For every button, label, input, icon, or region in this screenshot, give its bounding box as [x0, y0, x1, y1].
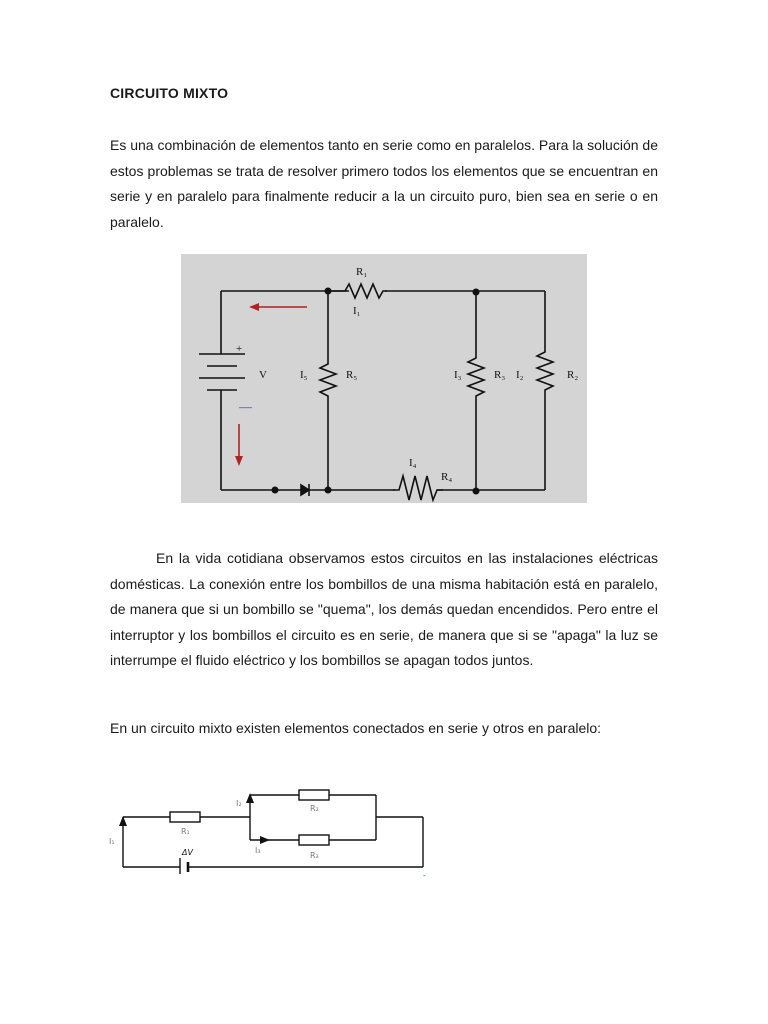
label-r1: R₁: [356, 266, 368, 278]
mixed-circuit-diagram: [181, 254, 587, 503]
resistor-r2-box: [299, 790, 329, 800]
label-plus: +: [236, 343, 243, 355]
label-v: V: [259, 369, 267, 381]
junction-dot-bottom-wire: [272, 487, 279, 494]
label-minus: —: [239, 399, 252, 414]
label-r1: R₁: [181, 827, 190, 836]
intro-paragraph: Es una combinación de elementos tanto en serie como en paralelos. Para la solución de estos problemas se trata de resolver primero todos los elementos que se encuentran en serie y en paralelo para finalmente reducir a la un circuito puro, bien sea en serie o en paralelo.: [110, 137, 658, 230]
junction-dot-top-right: [473, 289, 480, 296]
label-i1: I₁: [353, 305, 361, 317]
trailing-mark: -: [423, 871, 426, 880]
everyday-paragraph: En la vida cotidiana observamos estos circuitos en las instalaciones eléctricas domésticas. La conexión entre los bombillos de una misma habitación está en paralelo, de manera que si un bombillo se "quema", los demás quedan encendidos. Pero entre el interruptor y los bombillos el circuito es en serie, de manera que si se "apaga" la luz se interrumpe el fluido eléctrico y los bombillos se apagan todos juntos.: [110, 550, 658, 668]
junction-dot-top-left: [325, 288, 332, 295]
label-r2: R₂: [567, 369, 579, 381]
label-i3: I₃: [255, 846, 261, 855]
label-r5: R₅: [346, 369, 358, 381]
label-i3: I₃: [454, 369, 462, 381]
label-i1: I₁: [109, 837, 115, 846]
resistor-r3-box: [299, 835, 329, 845]
page-title: CIRCUITO MIXTO: [110, 85, 229, 101]
label-r3: R₃: [310, 851, 319, 860]
label-i4: I₄: [409, 457, 417, 469]
junction-dot-bottom-right: [473, 488, 480, 495]
label-r3: R₃: [494, 369, 506, 381]
label-delta-v: ΔV: [182, 848, 193, 857]
label-r4: R₄: [441, 471, 453, 483]
label-i2: I₂: [236, 799, 242, 808]
junction-dot-bottom-left: [325, 487, 332, 494]
label-r2: R₂: [310, 804, 319, 813]
simple-mixed-circuit-diagram: [100, 778, 440, 880]
label-i5: I₅: [300, 369, 308, 381]
label-i2: I₂: [516, 369, 524, 381]
mixed-circuit-paragraph: En un circuito mixto existen elementos conectados en serie y otros en paralelo:: [110, 720, 602, 736]
resistor-r1-box: [170, 812, 200, 822]
current-arrow-i3: [260, 836, 270, 844]
